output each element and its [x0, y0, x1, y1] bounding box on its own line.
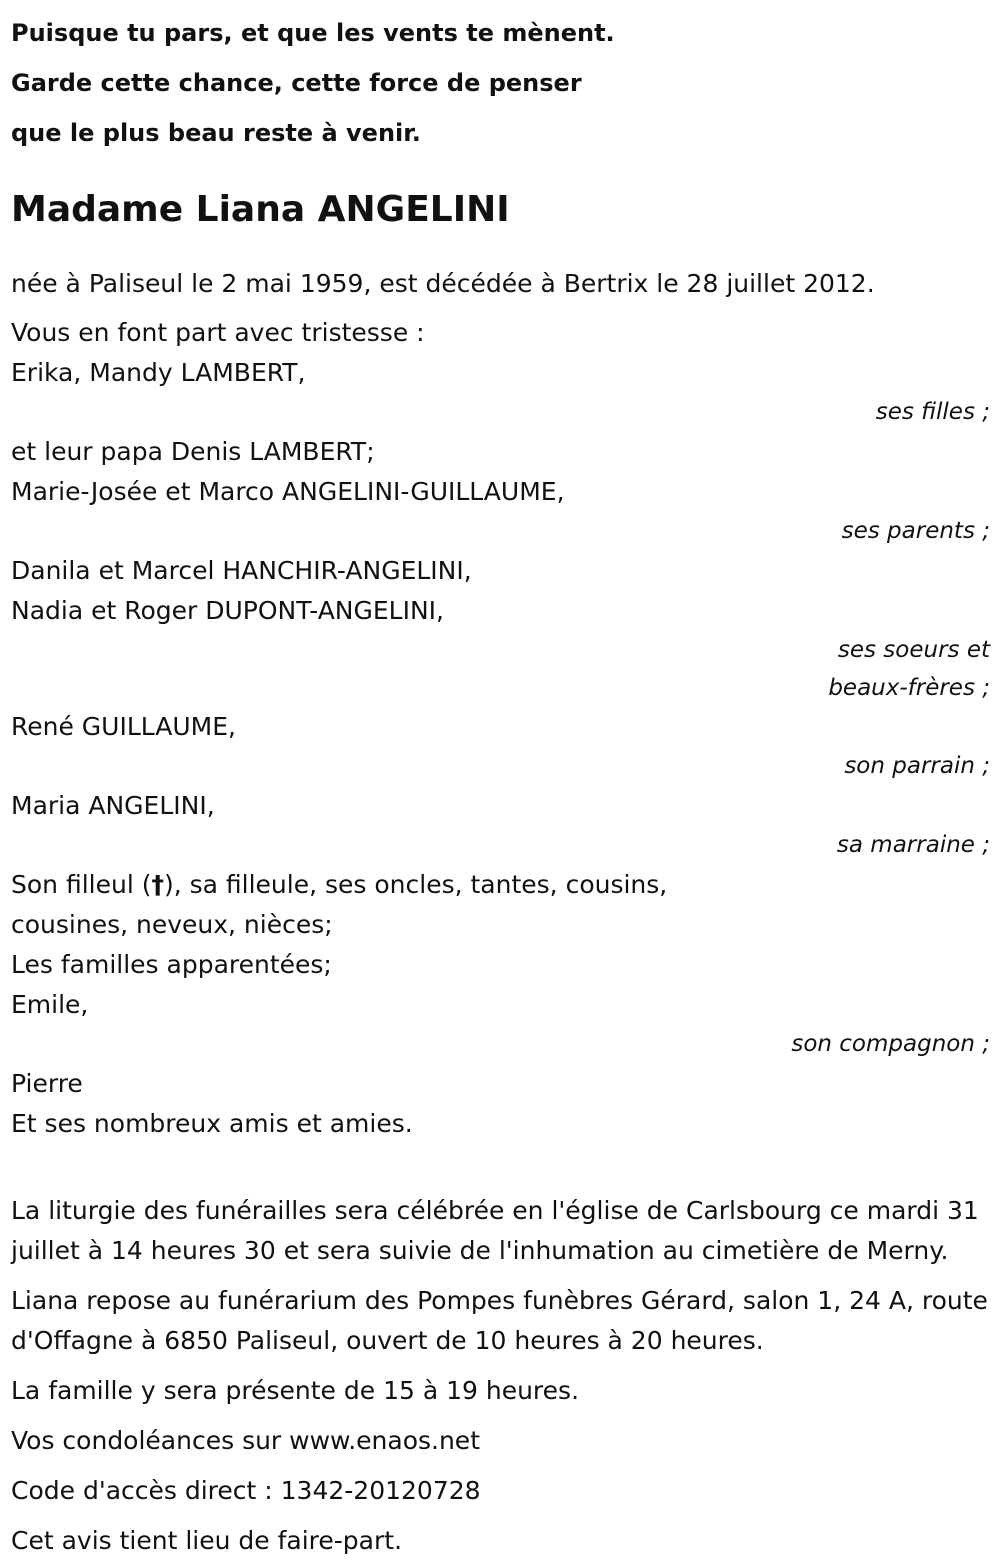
parents-relation: ses parents ;: [841, 518, 990, 544]
funerarium-paragraph: Liana repose au funérarium des Pompes funèbres Gérard, salon 1, 24 A, route d'Offagne à 6850 Paliseul, ouvert de 10 heures à 20 heures.: [11, 1286, 988, 1355]
sisters-relation-line2: beaux-frères ;: [828, 675, 990, 701]
godfather-line: René GUILLAUME,: [11, 712, 236, 741]
godmother-relation: sa marraine ;: [836, 832, 990, 858]
condolences-paragraph: Vos condoléances sur www.enaos.net: [11, 1426, 480, 1455]
father-line: et leur papa Denis LAMBERT;: [11, 437, 375, 466]
companion-line: Emile,: [11, 990, 89, 1019]
daughters-line: Erika, Mandy LAMBERT,: [11, 358, 306, 387]
families-line: Les familles apparentées;: [11, 950, 332, 979]
liturgy-paragraph: La liturgie des funérailles sera célébrée en l'église de Carlsbourg ce mardi 31 juillet à 14 heures 30 et sera suivie de l'inhumation au cimetière de Merny.: [11, 1196, 979, 1265]
companion-relation: son compagnon ;: [791, 1031, 990, 1057]
poem-line: que le plus beau reste à venir.: [11, 119, 421, 147]
friends-line: Et ses nombreux amis et amies.: [11, 1109, 413, 1138]
announcement-line: Vous en font part avec tristesse :: [11, 318, 425, 347]
godmother-line: Maria ANGELINI,: [11, 791, 215, 820]
family-presence-paragraph: La famille y sera présente de 15 à 19 heures.: [11, 1376, 580, 1405]
pierre-line: Pierre: [11, 1069, 83, 1098]
godfather-relation: son parrain ;: [844, 753, 990, 779]
notice-paragraph: Cet avis tient lieu de faire-part.: [11, 1526, 403, 1555]
cross-icon: †: [151, 870, 164, 899]
cousins-line: cousines, neveux, nièces;: [11, 910, 333, 939]
godson-line: [11, 865, 990, 905]
poem: [11, 0, 990, 158]
parents-line: Marie-Josée et Marco ANGELINI-GUILLAUME,: [11, 477, 565, 506]
sister2-line: Nadia et Roger DUPONT-ANGELINI,: [11, 596, 444, 625]
sister1-line: Danila et Marcel HANCHIR-ANGELINI,: [11, 556, 472, 585]
sisters-relation-line1: ses soeurs et: [837, 637, 990, 663]
godson-prefix: Son filleul (: [11, 870, 152, 899]
deceased-name-title: Madame Liana ANGELINI: [11, 189, 510, 230]
birth-death-line: née à Paliseul le 2 mai 1959, est décédée à Bertrix le 28 juillet 2012.: [11, 269, 875, 298]
access-code-paragraph: Code d'accès direct : 1342-20120728: [11, 1476, 481, 1505]
godson-suffix: ), sa filleule, ses oncles, tantes, cousins,: [163, 870, 668, 899]
poem-line: Garde cette chance, cette force de penser: [11, 69, 582, 97]
poem-line: Puisque tu pars, et que les vents te mènent.: [11, 19, 615, 47]
daughters-relation: ses filles ;: [875, 399, 990, 425]
